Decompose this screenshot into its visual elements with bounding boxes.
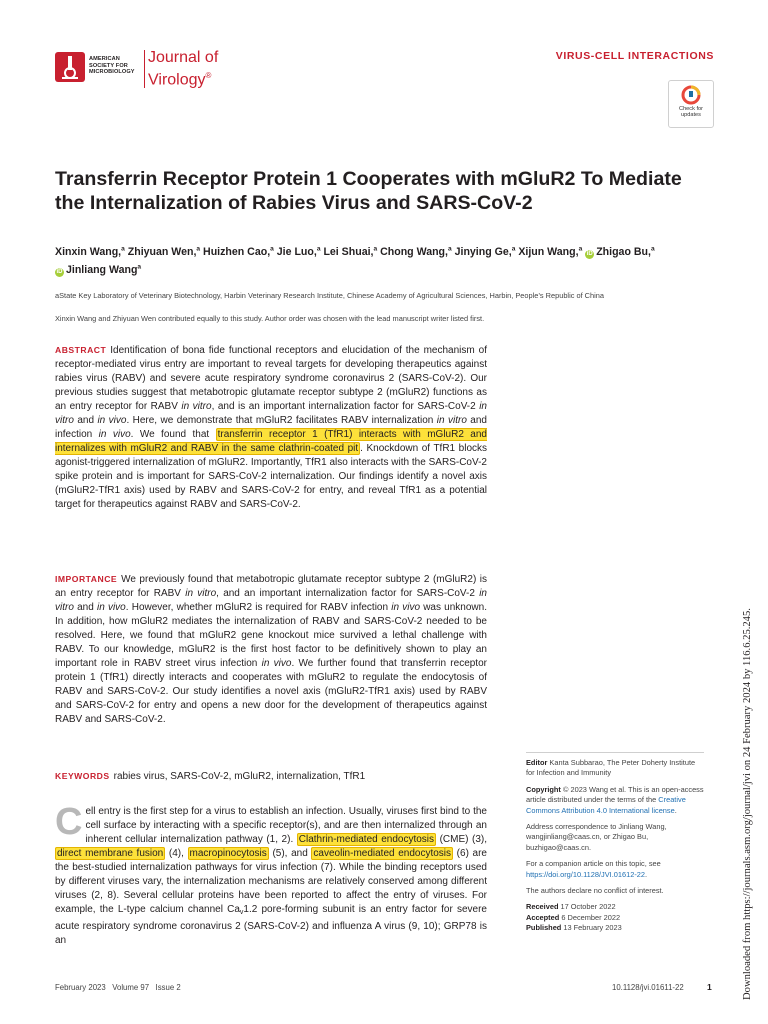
orcid-icon[interactable]: iD xyxy=(586,250,593,257)
correspondence: Address correspondence to Jinliang Wang, wangjinliang@caas.cn, or Zhigao Bu, buzhigao@caas.cn. xyxy=(526,822,667,852)
author[interactable]: Lei Shuai,$^a$ xyxy=(323,245,378,258)
abstract-label: ABSTRACT xyxy=(55,345,107,355)
author[interactable]: Chong Wang,$^a$ xyxy=(380,245,452,258)
highlight[interactable]: direct membrane fusion xyxy=(57,848,164,859)
importance-label: IMPORTANCE xyxy=(55,574,118,584)
author[interactable]: Jinliang Wang$^a$ xyxy=(66,263,142,277)
page-number: 1 xyxy=(707,982,712,992)
contribution-note: Xinxin Wang and Zhiyuan Wen contributed equally to this study. Author order was chosen with the lead manuscript writer listed first. xyxy=(55,314,485,323)
highlight[interactable]: transferrin receptor 1 (TfR1) interacts with mGluR2 and internalizes with mGluR2 and RABV in the same clathrin-coated pit xyxy=(55,429,487,454)
check-updates-icon xyxy=(681,85,701,105)
published-date: Published 13 February 2023 xyxy=(526,923,622,933)
publisher-name: AMERICAN SOCIETY FOR MICROBIOLOGY xyxy=(89,56,135,76)
issue-info: February 2023 Volume 97 Issue 2 xyxy=(55,983,181,992)
importance: IMPORTANCE We previously found that metabotropic glutamate receptor subtype 2 (mGluR2) is an entry receptor for RABV in vitro, and an important internalization factor for SARS-CoV-2 in vitro and in vivo. However, whether mGluR2 is required for RABV infection in vivo was unknown. In addition, how mGluR2 mediates the internalization of RABV and SARS-CoV-2 needed to be resolved. Here, we found that mGluR2 gene knockout mice survived a lethal challenge with RABV. To our knowledge, mGluR2 is the first host factor to be definitively shown to play an important role in RABV street virus infection in vivo. We further found that transferrin receptor protein 1 (TfR1) directly interacts and cooperates with mGluR2 to regulate the endocytosis of RABV and SARS-CoV-2. Our study identifies a novel axis (mGluR2-TfR1 axis) used by RABV and SARS-CoV-2 for entry and opens a new door for the development of therapeutics against RABV and SARS-CoV-2. xyxy=(55,574,487,725)
author[interactable]: Zhiyuan Wen,$^a$ xyxy=(127,245,201,258)
author[interactable]: Jinying Ge,$^a$ xyxy=(454,245,516,258)
author[interactable]: Huizhen Cao,$^a$ xyxy=(203,245,274,258)
license-link[interactable]: Creative Commons Attribution 4.0 International license xyxy=(526,795,686,815)
drop-cap: C xyxy=(55,801,83,843)
doi-link[interactable]: 10.1128/jvi.01611-22 xyxy=(612,983,684,992)
author[interactable]: Jie Luo,$^a$ xyxy=(276,245,321,258)
conflict-statement: The authors declare no conflict of interest. xyxy=(526,886,664,896)
affiliation: aState Key Laboratory of Veterinary Biotechnology, Harbin Veterinary Research Institute, Chinese Academy of Agricultural Sciences, Harbin, People’s Republic of China xyxy=(55,291,604,300)
asm-logo-icon xyxy=(55,52,85,82)
accepted-date: Accepted 6 December 2022 xyxy=(526,912,621,922)
orcid-icon[interactable]: iD xyxy=(56,269,63,276)
editor-info: Editor Kanta Subbarao, The Peter Doherty Institute for Infection and Immunity xyxy=(526,758,696,778)
keywords-label: KEYWORDS xyxy=(55,771,110,781)
author[interactable]: Xinxin Wang,$^a$ xyxy=(55,245,125,258)
article-info-sidebar xyxy=(526,758,704,934)
author[interactable]: Zhigao Bu,$^a$ xyxy=(596,245,655,258)
logo-divider xyxy=(144,50,145,88)
highlight[interactable]: caveolin-mediated endocytosis xyxy=(313,848,452,859)
abstract: ABSTRACT Identification of bona fide functional receptors and elucidation of the mechanism of receptor-mediated virus entry are important to reveal targets for developing therapeutics against rabies virus (RABV) and severe acute respiratory syndrome coronavirus 2 (SARS-CoV-2). Our previous studies suggest that metabotropic glutamate receptor subtype 2 (mGluR2) functions as an entry receptor for RABV in vitro, and is an important internalization factor for SARS-CoV-2 in vitro and in vivo. Here, we demonstrate that mGluR2 facilitates RABV internalization in vitro and infection in vivo. We found that transferrin receptor 1 (TfR1) interacts with mGluR2 and internalizes with mGluR2 and RABV in the same clathrin-coated pit . Knockdown of TfR1 blocks agonist-triggered internalization of mGluR2. Importantly, TfR1 also interacts with the SARS-CoV-2 spike protein and is important for SARS-CoV-2 internalization. Our findings identify a novel axis (mGluR2-TfR1 axis) used by RABV and SARS-CoV-2 for entry, and reveal TfR1 as a potential target for therapeutics against RABV and SARS-CoV-2. xyxy=(55,345,488,510)
keywords: KEYWORDS rabies virus, SARS-CoV-2, mGluR2, internalization, TfR1 xyxy=(55,771,366,782)
author[interactable]: Xijun Wang,$^a$ xyxy=(518,245,583,258)
introduction: Cell entry is the first step for a virus to establish an infection. Usually, viruses first bind to the cell surface by interacting with a specific receptor(s), and are then internalized through an inherent cellular internalization pathway (1, 2). Clathrin-mediated endocytosis (CME) (3), direct membrane fusion (4), macropinocytosis (5), and caveolin-mediated endocytosis (6) are the best-studied internalization pathways for virus infection (7). While the binding receptors used by different viruses vary, the internalization mechanisms are relatively conserved among different viruses (2, 8). Several cellular proteins have been reported to affect the entry of viruses. For example, the L-type calcium channel $Ca_v1.2$ pore-forming subunit is an entry factor for severe acute respiratory syndrome coronavirus 2 (SARS-CoV-2) and influenza A virus (9, 10); GRP78 is an xyxy=(55,801,487,946)
sidebar-divider xyxy=(526,752,704,753)
journal-name: Journal of Virology® xyxy=(148,49,219,89)
download-watermark: Downloaded from https://journals.asm.org/journal/jvi on 24 February 2024 by 116.6.25.245. xyxy=(742,608,753,1000)
companion-link[interactable]: https://doi.org/10.1128/JVI.01612-22 xyxy=(526,869,646,879)
section-label: VIRUS-CELL INTERACTIONS xyxy=(555,50,714,62)
copyright-info: Copyright © 2023 Wang et al. This is an open-access article distributed under the terms of the Creative Commons Attribution 4.0 International license. xyxy=(526,784,704,815)
article-title: Transferrin Receptor Protein 1 Cooperates with mGluR2 To Mediate the Internalization of Rabies Virus and SARS-CoV-2 xyxy=(55,168,682,214)
companion-article: For a companion article on this topic, see https://doi.org/10.1128/JVI.01612-22. xyxy=(526,859,661,879)
author-list xyxy=(55,241,705,278)
highlight[interactable]: macropinocytosis xyxy=(189,848,267,859)
received-date: Received 17 October 2022 xyxy=(526,902,616,912)
check-for-updates-button[interactable]: Check for updates xyxy=(668,80,714,128)
highlight[interactable]: Clathrin-mediated endocytosis xyxy=(298,834,435,845)
